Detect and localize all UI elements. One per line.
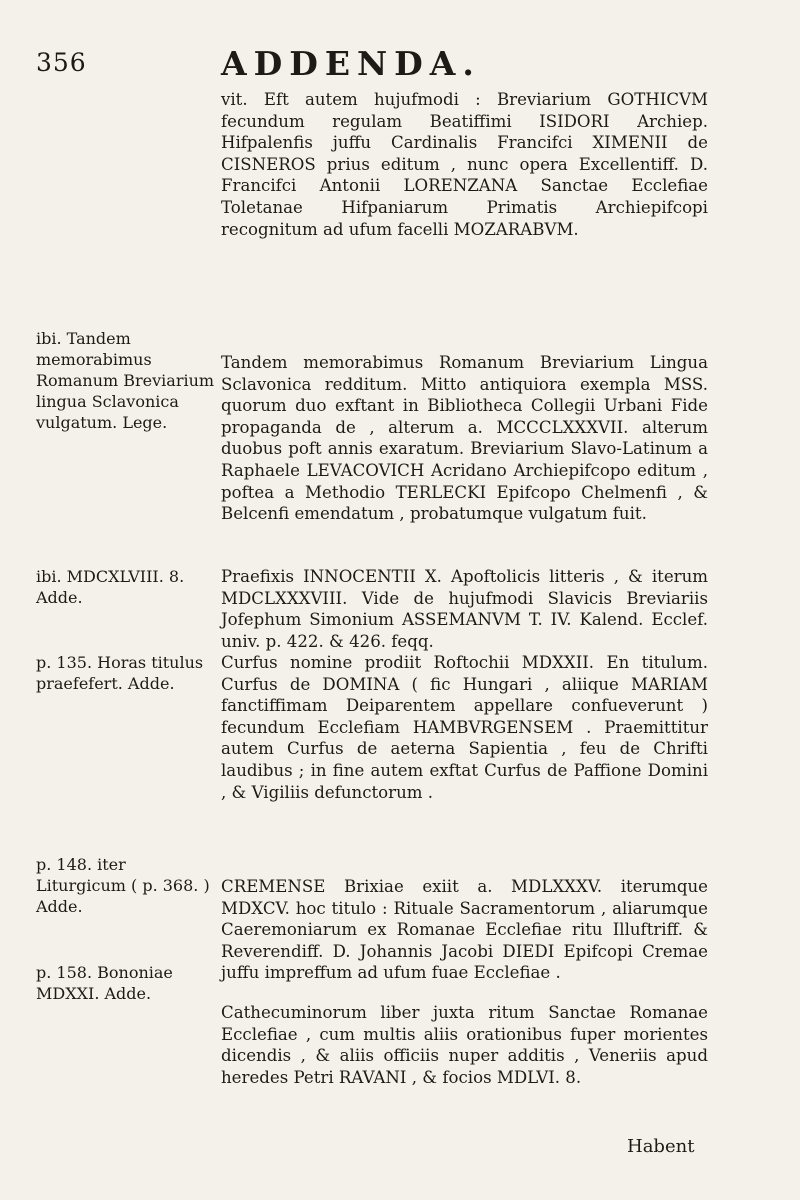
paragraph-text: Curfus nomine prodiit Roftochii MDXXII. En titulum. Curfus de DOMINA ( fic Hungari , aliique MARIAM fanctiffimam Deiparentem appellare confueverunt ) fecundum Ecclefiam HAMBVRGENSEM . Praemittitur autem Curfus de aeterna Sapientia , feu de Chrifti laudibus ; in fine autem exftat Curfus de Paffione Domini , & Vigiliis defunctorum . xyxy=(221,653,708,802)
paragraph-text: Praefixis INNOCENTII X. Apoftolicis litteris , & iterum MDCLXXXVIII. Vide de hujufmodi Slavicis Breviariis Jofephum Simonium ASSEMANVM T. IV. Kalend. Ecclef. univ. p. 422. & 426. feqq. xyxy=(221,567,708,651)
margin-note xyxy=(36,328,216,433)
body-paragraph xyxy=(221,1002,708,1088)
margin-note xyxy=(36,566,216,608)
body-paragraph xyxy=(221,352,708,525)
margin-note-text: p. 148. iter Liturgicum ( p. 368. ) Adde. xyxy=(36,855,210,916)
paragraph-text: Tandem memorabimus Romanum Breviarium Lingua Sclavonica redditum. Mitto antiquiora exempla MSS. quorum duo exftant in Bibliotheca Collegii Urbani Fide propaganda de , alterum a. MCCCLXXXVII. alterum duobus poft annis exaratum. Breviarium Slavo-Latinum a Raphaele LEVACOVICH Acridano Archiepifcopo editum , poftea a Methodio TERLECKI Epifcopo Chelmenfi , & Belcenfi emendatum , probatumque vulgatum fuit. xyxy=(221,353,708,524)
paragraph-text: Cathecuminorum liber juxta ritum Sanctae Romanae Ecclefiae , cum multis aliis orationibus fuper morientes dicendis , & aliis officiis nuper additis , Veneriis apud heredes Petri RAVANI , & focios MDLVI. 8. xyxy=(221,1003,708,1087)
body-paragraph xyxy=(221,652,708,803)
paragraph-text: CREMENSE Brixiae exiit a. MDLXXXV. iterumque MDXCV. hoc titulo : Rituale Sacramentorum , aliarumque Caeremoniarum ex Romanae Ecclefiae ritu Illuftriff. & Reverendiff. D. Johannis Jacobi DIEDI Epifcopi Cremae juffu impreffum ad ufum fuae Ecclefiae . xyxy=(221,877,708,983)
paragraph-text: vit. Eft autem hujufmodi : Breviarium GOTHICVM fecundum regulam Beatiffimi ISIDORI Archiep. Hifpalenfis juffu Cardinalis Francifci XIMENII de CISNEROS prius editum , nunc opera Excellentiff. D. Francifci Antonii LORENZANA Sanctae Ecclefiae Toletanae Hifpaniarum Primatis Archiepifcopi recognitum ad ufum facelli MOZARABVM. xyxy=(221,90,708,239)
catchword: Habent xyxy=(627,1136,695,1157)
running-head: ADDENDA. xyxy=(221,44,481,83)
margin-note xyxy=(36,962,216,1004)
body-paragraph xyxy=(221,89,708,240)
body-paragraph xyxy=(221,876,708,984)
margin-note xyxy=(36,652,216,694)
page-number: 356 xyxy=(36,48,87,77)
margin-note xyxy=(36,854,216,917)
body-paragraph xyxy=(221,566,708,652)
margin-note-text: ibi. Tandem memorabimus Romanum Breviarium lingua Sclavonica vulgatum. Lege. xyxy=(36,329,215,432)
margin-note-text: p. 158. Bononiae MDXXI. Adde. xyxy=(36,963,173,1003)
margin-note-text: p. 135. Horas titulus praefefert. Adde. xyxy=(36,653,204,693)
margin-note-text: ibi. MDCXLVIII. 8. Adde. xyxy=(36,567,185,607)
